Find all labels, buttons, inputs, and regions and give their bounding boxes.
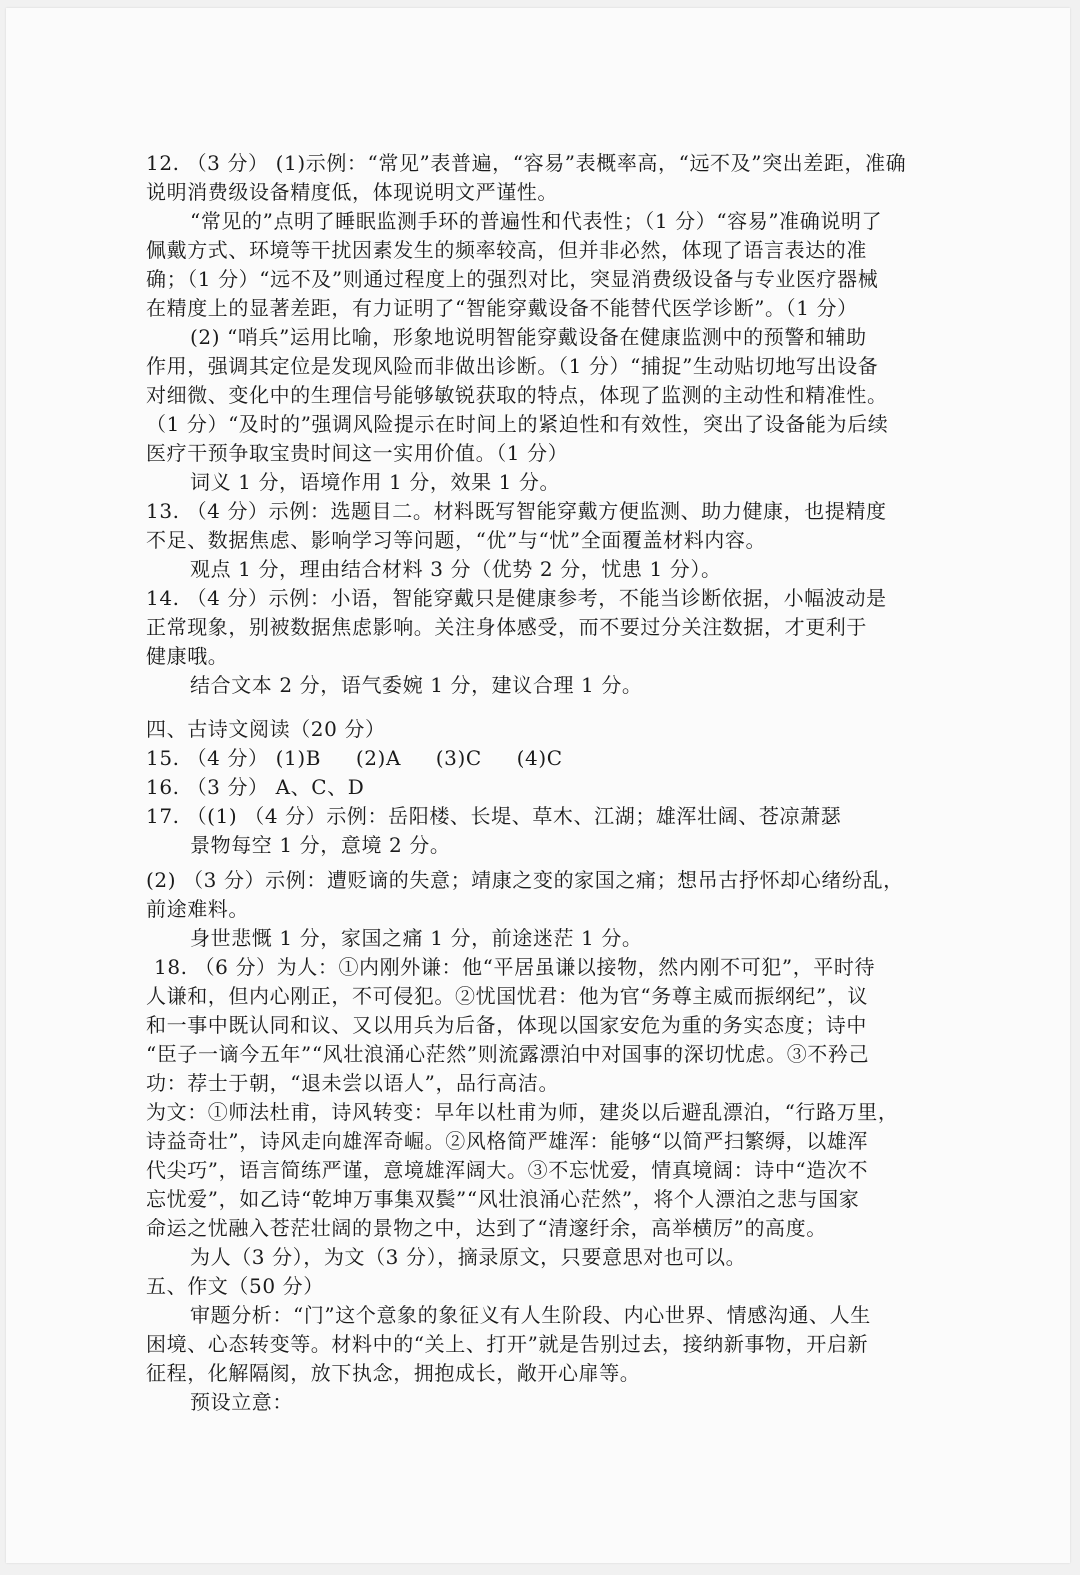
essay-analysis-line-2: 困境、心态转变等。材料中的“关上、打开”就是告别过去，接纳新事物，开启新 bbox=[146, 1332, 869, 1356]
q18-line-3: 和一事中既认同和议、又以用兵为后备，体现以国家安危为重的务实态度；诗中 bbox=[146, 1013, 867, 1037]
q18-writing-line-2: 诗益奇壮”，诗风走向雄浑奇崛。②风格简严雄浑：能够“以简严扫繁缛，以雄浑 bbox=[146, 1129, 869, 1153]
q18-line-1: 18. （6 分）为人：①内刚外谦：他“平居虽谦以接物，然内刚不可犯”，平时待 bbox=[154, 955, 876, 979]
q12-line-1: 12. （3 分） (1)示例：“常见”表普遍，“容易”表概率高，“远不及”突出差距，准确 bbox=[146, 151, 907, 175]
q17-part2-scoring: 身世悲慨 1 分，家国之痛 1 分，前途迷茫 1 分。 bbox=[190, 926, 643, 950]
essay-preset-theme: 预设立意： bbox=[190, 1390, 293, 1414]
q13-line-2: 不足、数据焦虑、影响学习等问题，“优”与“忧”全面覆盖材料内容。 bbox=[146, 528, 767, 552]
q14-line-3: 健康哦。 bbox=[146, 644, 229, 668]
q15-answers: 15. （4 分） (1)B (2)A (3)C (4)C bbox=[146, 746, 563, 770]
q13-line-1: 13. （4 分）示例：选题目二。材料既写智能穿戴方便监测、助力健康，也提精度 bbox=[146, 499, 887, 523]
q12-line-2: 说明消费级设备精度低，体现说明文严谨性。 bbox=[146, 180, 558, 204]
q17-part1-scoring: 景物每空 1 分，意境 2 分。 bbox=[190, 833, 451, 857]
q12-part2-line-1: (2) “哨兵”运用比喻，形象地说明智能穿戴设备在健康监测中的预警和辅助 bbox=[190, 325, 867, 349]
q13-scoring: 观点 1 分，理由结合材料 3 分（优势 2 分，忧患 1 分）。 bbox=[190, 557, 722, 581]
q17-part2-line-2: 前途难料。 bbox=[146, 897, 249, 921]
section-gap bbox=[146, 700, 926, 715]
q12-part2-line-4: （1 分）“及时的”强调风险提示在时间上的紧迫性和有效性，突出了设备能为后续 bbox=[146, 412, 889, 436]
q17-part1: 17. （(1) （4 分）示例：岳阳楼、长堤、草木、江湖；雄浑壮阔、苍凉萧瑟 bbox=[146, 804, 842, 828]
q14-line-1: 14. （4 分）示例：小语，智能穿戴只是健康参考，不能当诊断依据，小幅波动是 bbox=[146, 586, 887, 610]
q14-line-2: 正常现象，别被数据焦虑影响。关注身体感受，而不要过分关注数据，才更利于 bbox=[146, 615, 867, 639]
section-5-heading: 五、作文（50 分） bbox=[146, 1274, 324, 1298]
q17-part2-line-1: (2) （3 分）示例：遭贬谪的失意；靖康之变的家国之痛；想吊古抒怀却心绪纷乱， bbox=[146, 868, 904, 892]
essay-analysis-line-1: 审题分析：“门”这个意象的象征义有人生阶段、内心世界、情感沟通、人生 bbox=[190, 1303, 871, 1327]
q14-scoring: 结合文本 2 分，语气委婉 1 分，建议合理 1 分。 bbox=[190, 673, 643, 697]
q18-writing-line-1: 为文：①师法杜甫，诗风转变：早年以杜甫为师，建炎以后避乱漂泊，“行路万里， bbox=[146, 1100, 899, 1124]
q18-writing-line-3: 代尖巧”，语言简练严谨，意境雄浑阔大。③不忘忧爱，情真境阔：诗中“造次不 bbox=[146, 1158, 869, 1182]
q18-line-4: “臣子一谪今五年”“风壮浪涌心茫然”则流露漂泊中对国事的深切忧虑。③不矜己 bbox=[146, 1042, 870, 1066]
q12-explain-line-2: 佩戴方式、环境等干扰因素发生的频率较高，但并非必然，体现了语言表达的准 bbox=[146, 238, 867, 262]
q12-part2-line-5: 医疗干预争取宝贵时间这一实用价值。（1 分） bbox=[146, 441, 569, 465]
essay-analysis-line-3: 征程，化解隔阂，放下执念，拥抱成长，敞开心扉等。 bbox=[146, 1361, 641, 1385]
q18-writing-line-4: 忘忧爱”，如乙诗“乾坤万事集双鬓”“风壮浪涌心茫然”，将个人漂泊之悲与国家 bbox=[146, 1187, 860, 1211]
q12-scoring: 词义 1 分，语境作用 1 分，效果 1 分。 bbox=[190, 470, 561, 494]
q18-writing-line-5: 命运之忧融入苍茫壮阔的景物之中，达到了“清邃纡余，高举横厉”的高度。 bbox=[146, 1216, 827, 1240]
q12-explain-line-4: 在精度上的显著差距，有力证明了“智能穿戴设备不能替代医学诊断”。（1 分） bbox=[146, 296, 858, 320]
q18-line-2: 人谦和，但内心刚正，不可侵犯。②忧国忧君：他为官“务尊主威而振纲纪”，议 bbox=[146, 984, 869, 1008]
answer-key-text bbox=[146, 149, 926, 1417]
q12-part2-line-3: 对细微、变化中的生理信号能够敏锐获取的特点，体现了监测的主动性和精准性。 bbox=[146, 383, 888, 407]
answer-key-page bbox=[6, 8, 1070, 1563]
q18-line-5: 功：荐士于朝，“退未尝以语人”，品行高洁。 bbox=[146, 1071, 560, 1095]
section-4-heading: 四、古诗文阅读（20 分） bbox=[146, 717, 386, 741]
q12-explain-line-1: “常见的”点明了睡眠监测手环的普遍性和代表性；（1 分）“容易”准确说明了 bbox=[190, 209, 883, 233]
q18-scoring: 为人（3 分），为文（3 分），摘录原文，只要意思对也可以。 bbox=[190, 1245, 747, 1269]
q12-part2-line-2: 作用，强调其定位是发现风险而非做出诊断。（1 分）“捕捉”生动贴切地写出设备 bbox=[146, 354, 879, 378]
q12-explain-line-3: 确；（1 分）“远不及”则通过程度上的强烈对比，突显消费级设备与专业医疗器械 bbox=[146, 267, 879, 291]
q16-answers: 16. （3 分） A、C、D bbox=[146, 775, 365, 799]
